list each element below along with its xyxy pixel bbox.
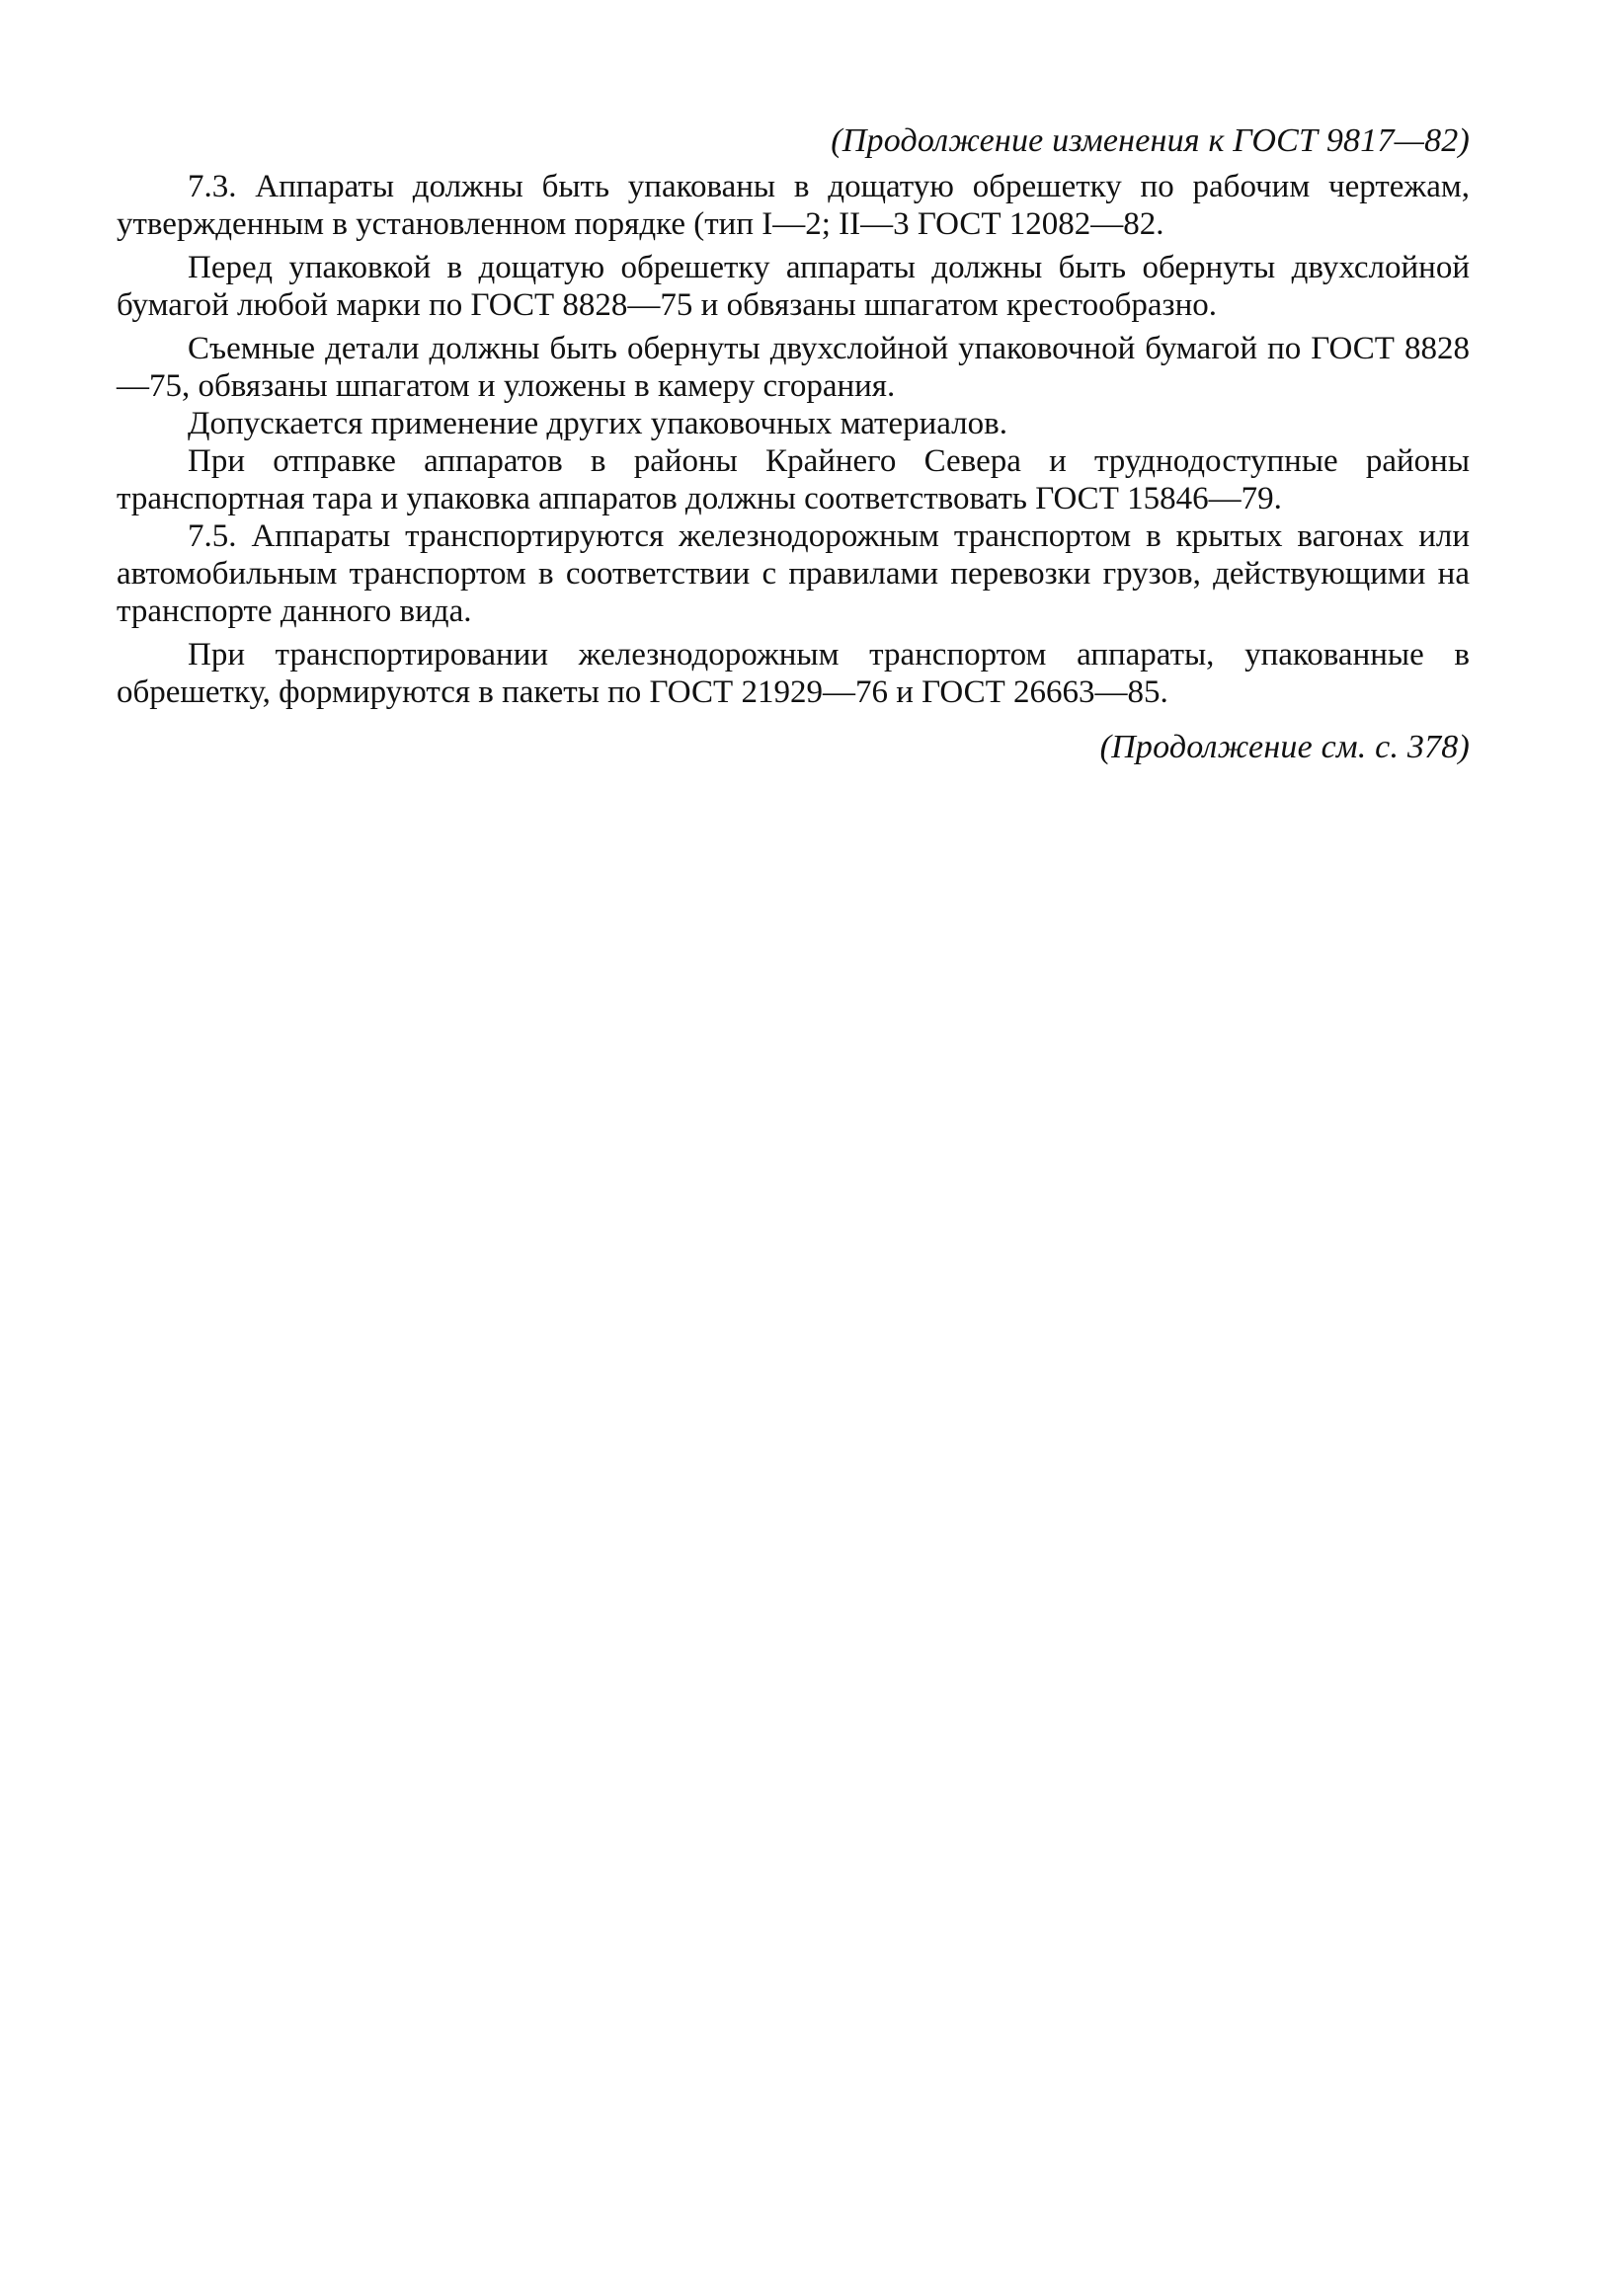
paragraph-7-5: 7.5. Аппараты транспортируются железнодорожным транспортом в крытых вагонах или автомобильным транспортом в соответствии с правилами перевозки грузов, действующими на транспорте данного вида. <box>117 518 1470 629</box>
paragraph-other-materials: Допускается применение других упаковочных материалов. <box>188 406 1007 441</box>
continuation-footer: (Продолжение см. с. 378) <box>1099 729 1470 765</box>
paragraph-removable-parts: Съемные детали должны быть обернуты двухслойной упаковочной бумагой по ГОСТ 8828—75, обвязаны шпагатом и уложены в камеру сгорания. <box>117 331 1470 404</box>
paragraph-far-north: При отправке аппаратов в районы Крайнего Севера и труднодоступные районы транспортная тара и упаковка аппаратов должны соответствовать ГОСТ 15846—79. <box>117 443 1470 516</box>
paragraph-wrapping: Перед упаковкой в дощатую обрешетку аппараты должны быть обернуты двухслойной бумагой любой марки по ГОСТ 8828—75 и обвязаны шпагатом крестообразно. <box>117 250 1470 323</box>
paragraph-7-3: 7.3. Аппараты должны быть упакованы в дощатую обрешетку по рабочим чертежам, утвержденным в установленном порядке (тип I—2; II—3 ГОСТ 12082—82. <box>117 169 1470 242</box>
document-page <box>117 120 1470 768</box>
paragraph-rail-packaging: При транспортировании железнодорожным транспортом аппараты, упакованные в обрешетку, формируются в пакеты по ГОСТ 21929—76 и ГОСТ 26663—85. <box>117 637 1470 710</box>
continuation-header: (Продолжение изменения к ГОСТ 9817—82) <box>831 122 1470 159</box>
